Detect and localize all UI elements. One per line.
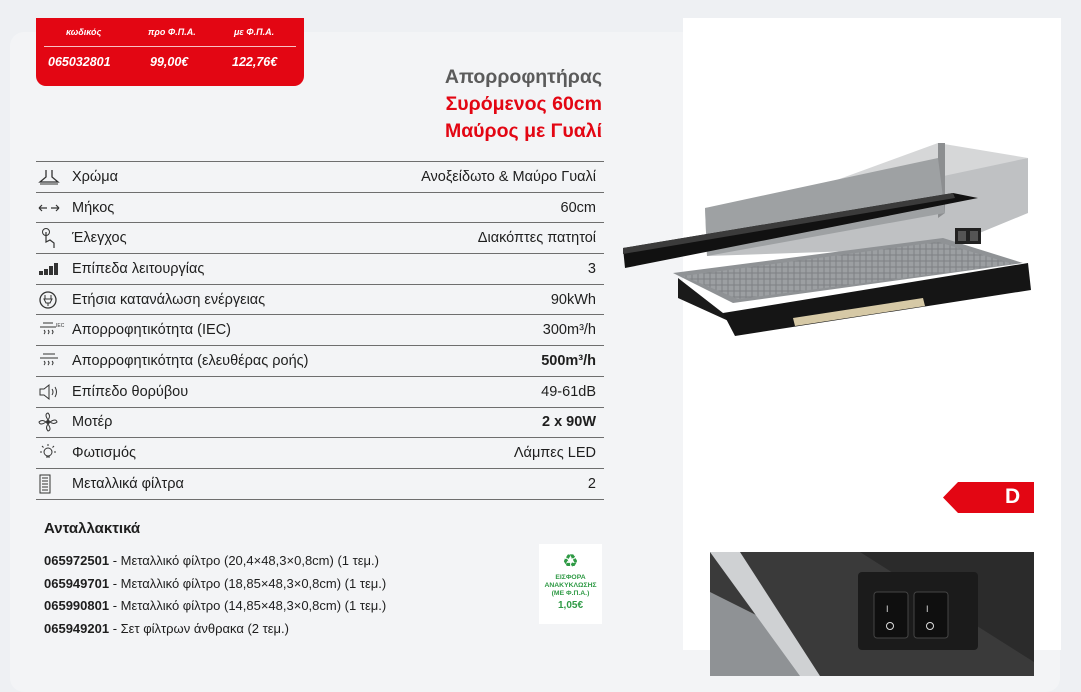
spec-value: 3 [587,260,596,277]
energy-class-badge [943,482,1034,513]
spec-row [36,377,604,408]
spec-value: 60cm [560,199,596,216]
product-title [445,64,602,145]
spec-table [36,161,604,500]
spec-row [36,469,604,500]
spec-value: 500m³/h [541,352,596,369]
spec-value: 2 x 90W [542,414,596,431]
extraction-iec-icon [36,321,72,339]
recycle-amount: 1,05€ [557,600,584,611]
extraction-free-icon [36,352,72,370]
spare-code: 065972501 [44,553,110,568]
recycle-text-2: ΑΝΑΚΥΚΛΩΣΗΣ [544,582,597,589]
hood-color-icon [36,168,72,186]
spares-list [44,550,524,640]
recycle-icon: ♻ [562,551,579,571]
bulb-light-icon [36,443,72,463]
spec-row [36,254,604,285]
control-switches-image [710,552,1034,676]
spec-label: Χρώμα [72,168,118,185]
spare-part-item [44,595,524,618]
spec-label: Έλεγχος [72,230,127,247]
title-line-2: Συρόμενος 60cm [445,93,602,115]
spec-value: 300m³/h [542,322,596,339]
switch-detail-image [710,552,1034,676]
energy-class-letter: D [1005,485,1021,508]
spec-label: Απορροφητικότητα (ελευθέρας ροής) [72,352,309,369]
spec-value: Λάμπες LED [513,445,596,462]
product-code: 065032801 [48,55,111,69]
spare-code: 065949701 [44,575,110,591]
touch-hand-icon [36,227,72,249]
code-header: κωδικός [66,27,102,37]
spec-label: Μεταλλικά φίλτρα [72,475,184,492]
spare-description: - Μεταλλικό φίλτρο (18,85×48,3×0,8cm) (1 τεμ.) [109,575,387,591]
energy-plug-icon [36,290,72,310]
spec-row [36,408,604,439]
price-excl-header: προ Φ.Π.Α. [148,27,196,37]
speed-levels-icon [36,263,72,275]
recycle-text-3: (ΜΕ Φ.Π.Α.) [551,590,590,597]
spec-row [36,193,604,224]
spare-part-item [44,550,524,573]
price-incl-header: με Φ.Π.Α. [234,27,275,37]
title-line-3: Μαύρος με Γυαλί [444,120,602,142]
spec-value: Διακόπτες πατητοί [477,230,596,247]
price-incl-vat: 122,76€ [232,55,278,69]
spare-code: 065949201 [44,620,110,636]
spec-label: Απορροφητικότητα (IEC) [72,322,231,339]
spec-value: 90kWh [550,291,596,308]
speaker-noise-icon [36,384,72,400]
spec-row [36,223,604,254]
svg-text:I: I [926,604,929,614]
spec-label: Επίπεδο θορύβου [72,383,189,400]
spare-part-item [44,573,524,596]
spec-label: Φωτισμός [72,445,136,462]
spec-value: Ανοξείδωτο & Μαύρο Γυαλί [421,168,596,185]
metal-filter-icon [36,474,72,494]
price-divider [44,46,296,47]
spare-part-item [44,618,524,641]
price-excl-vat: 99,00€ [150,55,189,69]
spec-label: Επίπεδα λειτουργίας [72,260,205,277]
svg-text:IEC: IEC [56,323,65,330]
price-box [36,18,304,86]
spare-description: - Μεταλλικό φίλτρο (20,4×48,3×0,8cm) (1 τεμ.) [109,553,379,568]
spec-value: 2 [587,475,596,492]
spec-label: Μοτέρ [72,414,113,431]
spec-row [36,285,604,316]
recycling-fee-badge [539,544,602,624]
energy-arrow-icon [943,482,1034,513]
spare-description: - Σετ φίλτρων άνθρακα (2 τεμ.) [109,620,289,636]
spec-row [36,346,604,377]
spec-row [36,438,604,469]
spec-label: Μήκος [72,199,115,216]
spec-row [36,315,604,346]
fan-motor-icon [36,412,72,432]
spare-description: - Μεταλλικό φίλτρο (14,85×48,3×0,8cm) (1 τεμ.) [109,598,387,613]
spec-label: Ετήσια κατανάλωση ενέργειας [72,291,266,308]
spares-title: Ανταλλακτικά [44,520,141,537]
width-arrows-icon [36,203,72,213]
spec-row [36,161,604,193]
spec-value: 49-61dB [541,383,596,400]
svg-text:I: I [886,604,889,614]
spare-code: 065990801 [44,598,110,613]
title-line-1: Απορροφητήρας [444,66,602,88]
recycle-text-1: ΕΙΣΦΟΡΑ [555,574,586,581]
